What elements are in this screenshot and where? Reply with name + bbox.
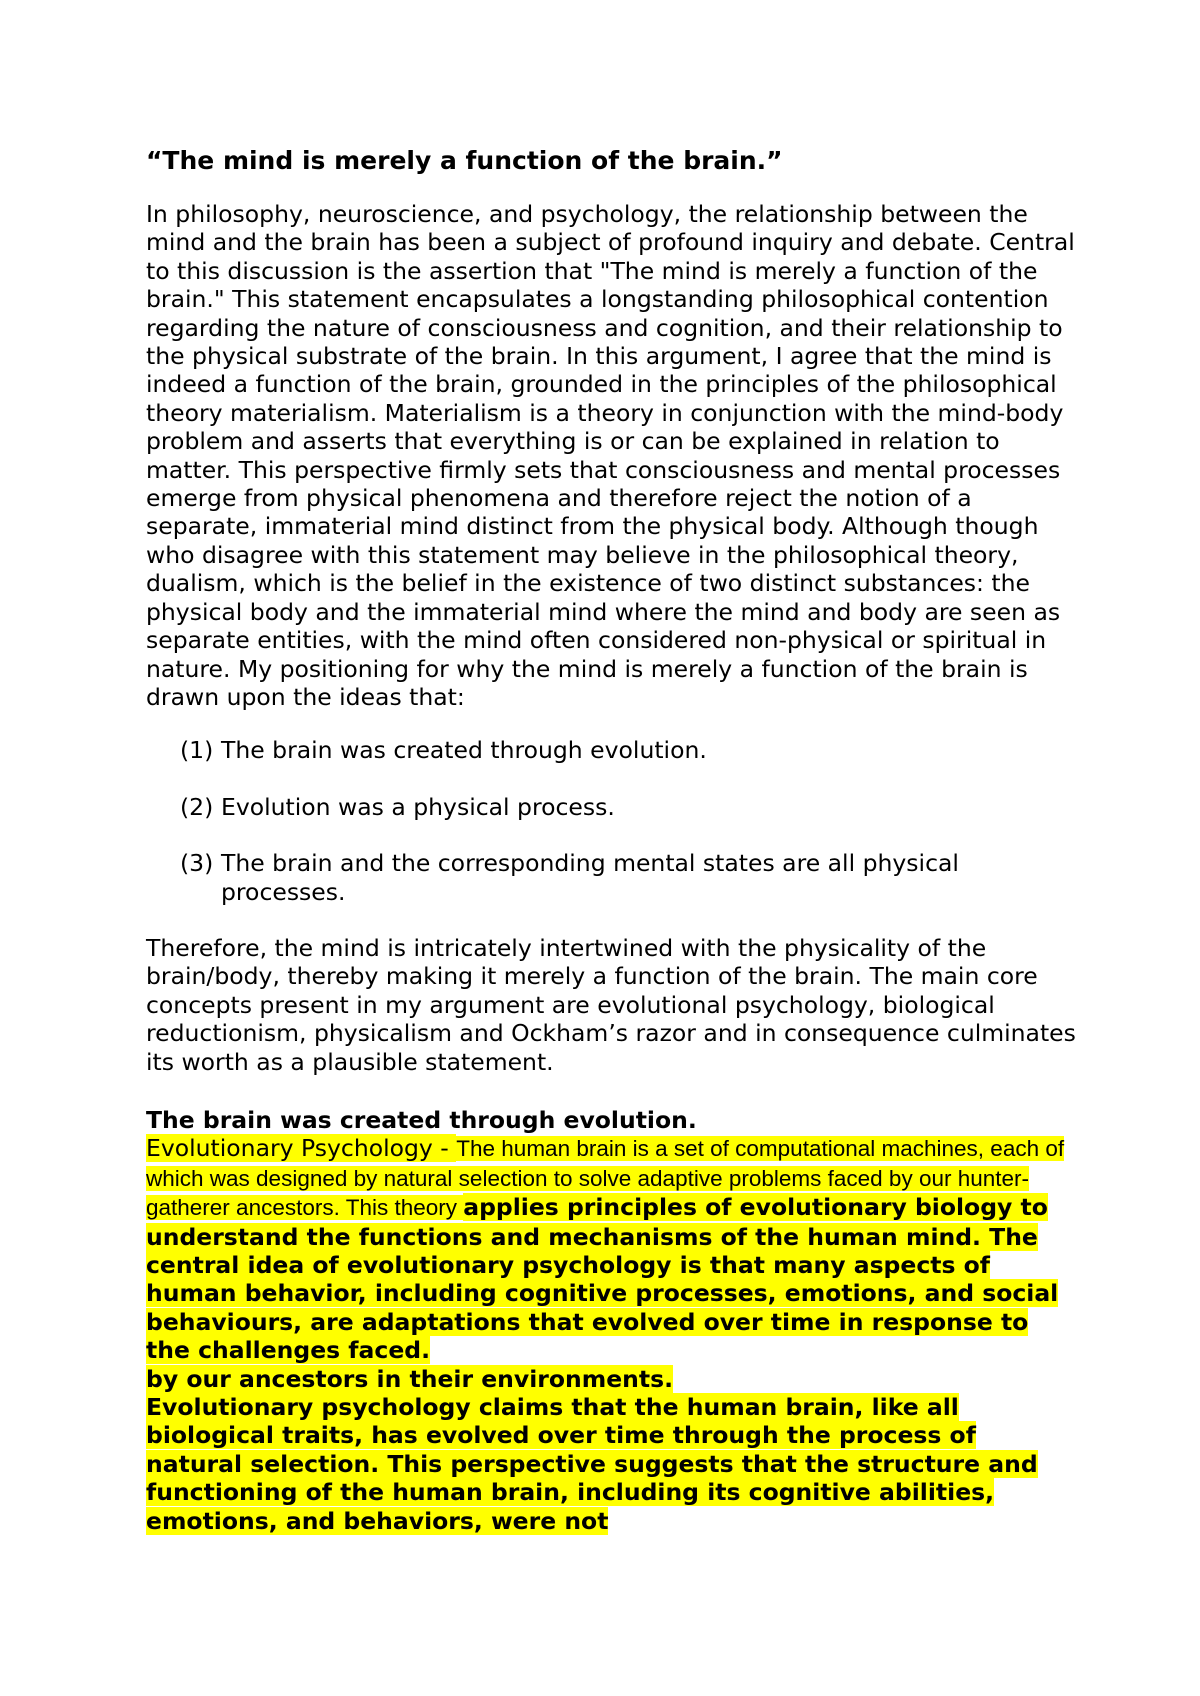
document-body bbox=[146, 146, 1076, 1535]
list-item bbox=[146, 736, 1076, 764]
list-number: (3) bbox=[180, 849, 214, 878]
list-text: The brain and the corresponding mental states are all physical processes. bbox=[221, 849, 959, 906]
term-label: Evolutionary Psychology - bbox=[146, 1134, 457, 1163]
argument-list bbox=[146, 736, 1076, 906]
section-heading: The brain was created through evolution. bbox=[146, 1105, 697, 1134]
definition-text: The human brain is a set of computational machines, each of which was designed by natural selection to solve adaptive problems faced by our hunter-gatherer ancestors. This theory bbox=[146, 1136, 1065, 1221]
highlighted-paragraph-3 bbox=[146, 1393, 1076, 1535]
list-number: (2) bbox=[180, 792, 214, 821]
list-number: (1) bbox=[180, 736, 214, 765]
highlighted-paragraph-1 bbox=[146, 1134, 1076, 1364]
list-item bbox=[146, 849, 1076, 906]
highlighted-paragraph-2 bbox=[146, 1365, 1076, 1393]
list-text: Evolution was a physical process. bbox=[221, 792, 615, 821]
document-title: “The mind is merely a function of the brain.” bbox=[146, 146, 783, 175]
evolution-claim: Evolutionary psychology claims that the human brain, like all biological traits, has evolved over time through the process of natural selection. This perspective suggests that the structure and functioning of the human brain, including its cognitive abilities, emotions, and behaviors, were not bbox=[146, 1393, 1038, 1535]
ancestors-line: by our ancestors in their environments. bbox=[146, 1364, 674, 1393]
bold-explanation: applies principles of evolutionary biology to understand the functions and mechanisms of the human mind. The central idea of evolutionary psychology is that many aspects of human behavior, including cognitive processes, emotions, and social behaviours, are adaptations that evolved over time in response to the challenges faced. bbox=[146, 1193, 1059, 1365]
intro-paragraph: In philosophy, neuroscience, and psychology, the relationship between the mind and the brain has been a subject of profound inquiry and debate. Central to this discussion is the assertion that "The mind is merely a function of the brain." This statement encapsulates a longstanding philosophical contention regarding the nature of consciousness and cognition, and their relationship to the physical substrate of the brain. In this argument, I agree that the mind is indeed a function of the brain, grounded in the principles of the philosophical theory materialism. Materialism is a theory in conjunction with the mind-body problem and asserts that everything is or can be explained in relation to matter. This perspective firmly sets that consciousness and mental processes emerge from physical phenomena and therefore reject the notion of a separate, immaterial mind distinct from the physical body. Although though who disagree with this statement may believe in the philosophical theory, dualism, which is the belief in the existence of two distinct substances: the physical body and the immaterial mind where the mind and body are seen as separate entities, with the mind often considered non-physical or spiritual in nature. My positioning for why the mind is merely a function of the brain is drawn upon the ideas that: bbox=[146, 200, 1075, 711]
conclusion-paragraph: Therefore, the mind is intricately intertwined with the physicality of the brain/body, thereby making it merely a function of the brain. The main core concepts present in my argument are evolutional psychology, biological reductionism, physicalism and Ockham’s razor and in consequence culminates its worth as a plausible statement. bbox=[146, 933, 1076, 1076]
list-item bbox=[146, 793, 1076, 821]
list-text: The brain was created through evolution. bbox=[221, 736, 707, 765]
